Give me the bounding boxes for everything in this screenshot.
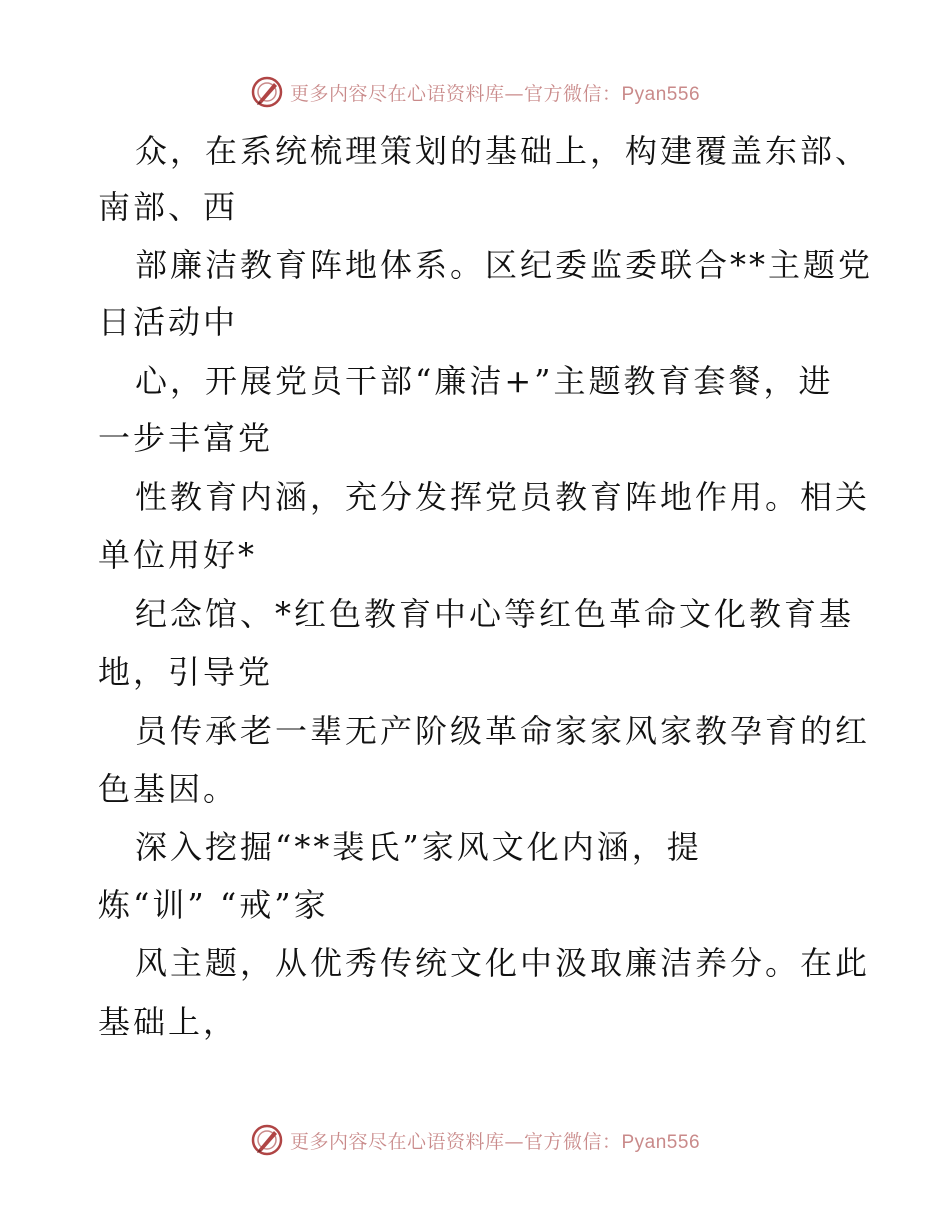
pen-seal-icon [250,1123,284,1157]
header-watermark [0,72,950,112]
paragraph-line: 纪念馆、*红色教育中心等红色革命文化教育基 [135,595,855,633]
paragraph-line: 南部、西 [98,188,239,226]
paragraph-line: 日活动中 [98,303,239,341]
paragraph-line: 基础上， [98,1003,239,1041]
pen-seal-icon [250,75,284,109]
watermark-text: 更多内容尽在心语资料库—官方微信： [289,82,622,105]
paragraph-line: 地，引导党 [98,653,274,691]
paragraph-line: 深入挖掘“**裴氏”家风文化内涵，提 [135,828,702,866]
paragraph-line: 色基因。 [98,770,239,808]
paragraph-line: 一步丰富党 [98,419,274,457]
paragraph-line: 众，在系统梳理策划的基础上，构建覆盖东部、 [135,132,871,170]
watermark-text: 更多内容尽在心语资料库—官方微信： [289,1130,622,1153]
watermark-wechat-id: Pyan556 [621,83,701,105]
paragraph-line: 心，开展党员干部“廉洁+”主题教育套餐，进 [135,362,834,400]
paragraph-line: 炼“训” “戒”家 [98,886,329,924]
footer-watermark [0,1120,950,1160]
paragraph-line: 风主题，从优秀传统文化中汲取廉洁养分。在此 [135,944,871,982]
watermark-wechat-id: Pyan556 [621,1131,701,1153]
paragraph-line: 单位用好* [98,536,258,574]
paragraph-line: 员传承老一辈无产阶级革命家家风家教孕育的红 [135,712,871,750]
paragraph-line: 性教育内涵，充分发挥党员教育阵地作用。相关 [135,478,871,516]
paragraph-line: 部廉洁教育阵地体系。区纪委监委联合**主题党 [135,246,874,284]
